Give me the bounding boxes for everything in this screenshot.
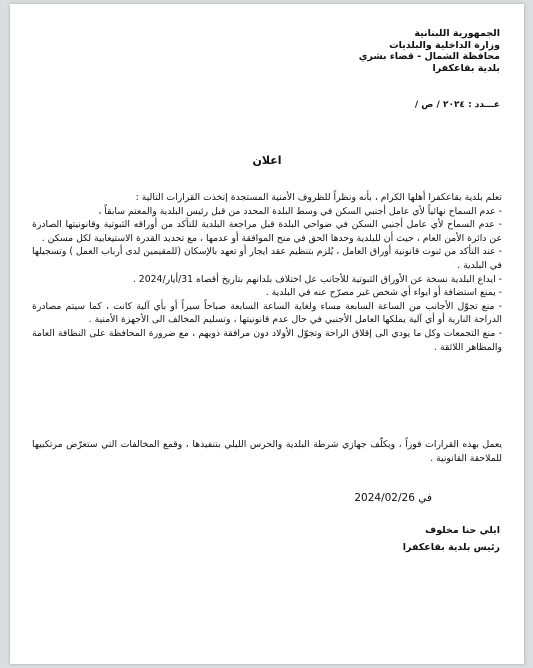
letterhead-governorate: محافظة الشمال - قضاء بشري	[358, 51, 500, 62]
decision-item: - عدم السماح لأي عامل أجنبي السكن في ضواحي البلدة قبل مراجعة البلدية للتأكد من أوراقه الثبوتية وقانونيتها الصادرة عن دائرة الأمن العام ، حيث أن للبلدية وحدها الحق في منح الموافقة أو عدمها ، مع تحديد القدرة الاستيعابية لكل مسكن .	[32, 219, 502, 244]
letterhead	[300, 28, 500, 74]
document-title: اعلان	[252, 154, 282, 167]
signature-block	[340, 522, 500, 556]
document-date: في 2024/02/26	[354, 492, 432, 504]
reference-number: عـــدد : ٢٠٢٤ / ص /	[414, 100, 500, 110]
letterhead-municipality: بلدية بقاعكفرا	[432, 62, 500, 74]
announcement-intro: تعلم بلدية بقاعكفرا أهلها الكرام ، بأنه ونظراً للظروف الأمنية المستجدة إتخذت القرارات التالية :	[135, 192, 502, 203]
decision-item: - عند التأكد من ثبوت قانونية أوراق العامل ، يُلزم بتنظيم عقد ايجار أو تعهد بالإسكان (للمقيمين لدى أرباب العمل ) وتسجيلها في البلدية .	[31, 246, 502, 271]
signatory-role: رئيس بلدية بقاعكفرا	[402, 542, 500, 553]
letterhead-ministry: وزارة الداخلية والبلديات	[389, 39, 500, 51]
decision-item: - منع التجمعات وكل ما يودي الى إقلاق الراحة وتجوّل الأولاد دون مرافقة ذويهم ، مع ضرورة المحافظة على النظافة العامة والمظاهر اللائقة .	[32, 327, 502, 353]
announcement-body	[32, 191, 502, 354]
decision-item: - منع تجوّل الأجانب من الساعة السابعة مساء ولغاية الساعة السابعة صباحاً سيراً أو بأي آلية كانت ، كما سيتم مصادرة الدراجة النارية أو أي آلية يملكها العامل الأجنبي في حال عدم قانونيتها ، وتسليم المخالف الى الأجهزة الأمنية .	[32, 300, 502, 326]
decision-item: - عدم السماح نهائياً لأي عامل أجنبي السكن في وسط البلدة المحدد من قبل رئيس البلدية والمعتم سابقاً ،	[98, 205, 502, 217]
closing-paragraph: يعمل بهذه القرارات فوراً ، ويكلّف جهازي شرطة البلدية والحرس الليلي بتنفيذها ، وقمع المخالفات التي ستعرّض مرتكبيها للملاحقة القانونية .	[32, 439, 502, 464]
document-page	[10, 4, 524, 664]
decision-item: - يمنع استضافة أو ايواء أي شخص غير مصرّح عنه في البلدية .	[265, 287, 502, 299]
signatory-name: ايلي حنا مخلوف	[425, 525, 500, 536]
decision-item: - ايداع البلدية نسخة عن الأوراق الثبوتية للأجانب عل اختلاف بلدانهم بتاريخ أقصاه 31/أيار/2024 .	[132, 273, 502, 285]
letterhead-country: الجمهورية اللبنانية	[414, 28, 500, 39]
